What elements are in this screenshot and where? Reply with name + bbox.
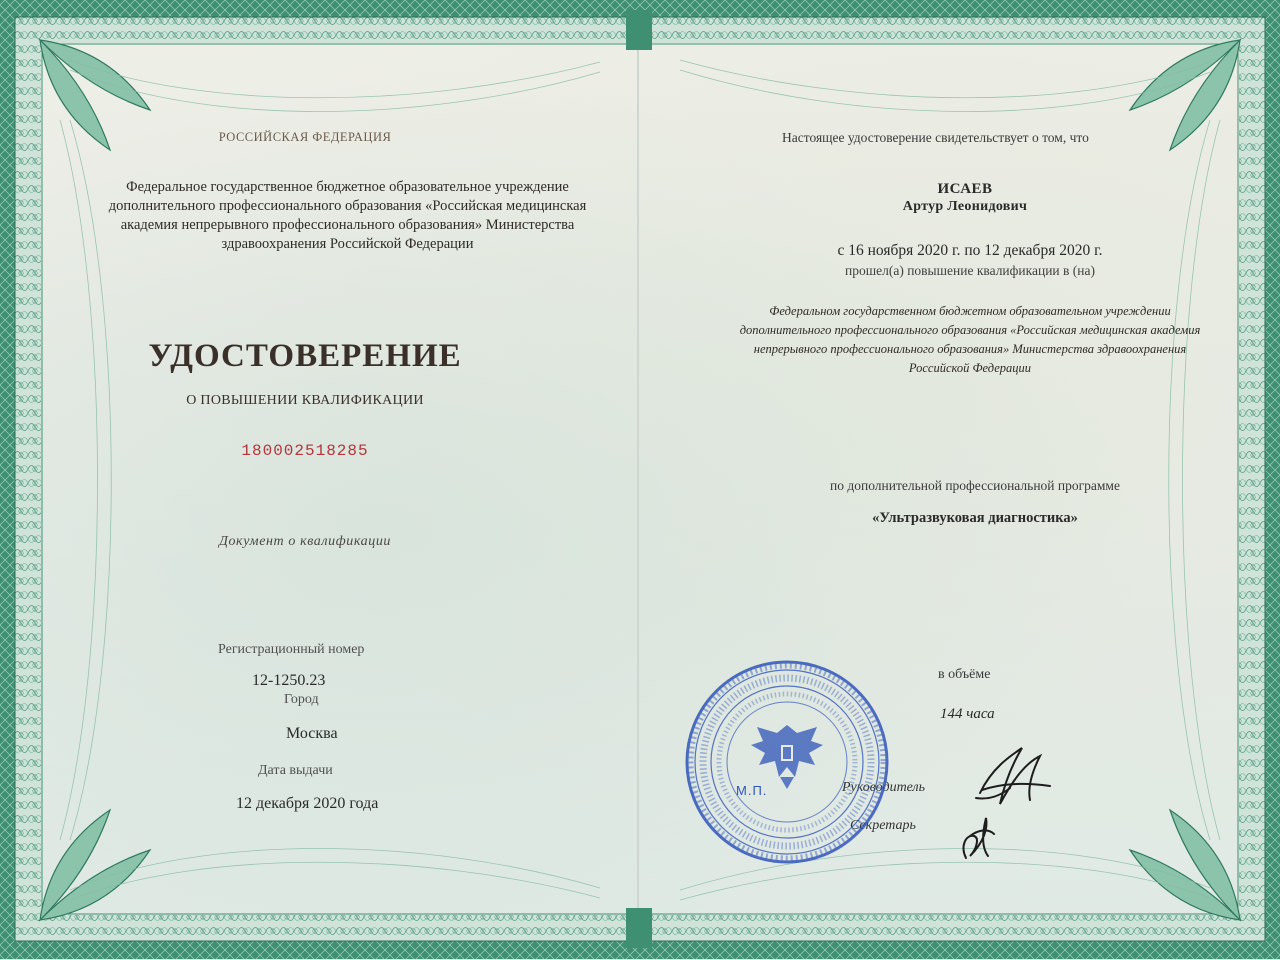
city-value: Москва — [286, 725, 338, 742]
training-organization: Федеральном государственном бюджетном образовательном учреждении дополнительного профессионального образования «Российская медицинская академия непрерывного профессионального образования» Министерства здравоохранения Российской Федерации — [739, 304, 1201, 375]
serial-number: 180002518285 — [241, 442, 369, 460]
registration-number-value: 12-1250.23 — [252, 672, 326, 689]
city-label: Город — [284, 692, 319, 707]
seal-mark: М.П. — [736, 783, 768, 798]
volume-label: в объёме — [938, 667, 991, 682]
volume-hours: 144 часа — [940, 706, 995, 722]
document-subtitle: О ПОВЫШЕНИИ КВАЛИФИКАЦИИ — [186, 393, 424, 408]
issue-date-value: 12 декабря 2020 года — [236, 795, 379, 812]
certification-intro: Настоящее удостоверение свидетельствует о том, что — [782, 130, 1089, 145]
holder-given-name: Артур Леонидович — [902, 199, 1028, 214]
document-type: Документ о квалификации — [218, 534, 392, 549]
official-seal — [680, 655, 895, 870]
seal-stamp-icon — [680, 655, 895, 870]
country-heading: РОССИЙСКАЯ ФЕДЕРАЦИЯ — [218, 130, 392, 144]
training-statement: прошел(а) повышение квалификации в (на) — [845, 263, 1095, 278]
issuing-organization: Федеральное государственное бюджетное образовательное учреждение дополнительного профессионального образования «Российская медицинская академия непрерывного профессионального образования» Министерства здравоохранения Российской Федерации — [108, 179, 587, 252]
head-signature-label: Руководитель — [842, 780, 926, 795]
secretary-signature-label: Секретарь — [850, 818, 916, 833]
registration-number-label: Регистрационный номер — [218, 642, 365, 657]
handwritten-signatures — [930, 738, 1070, 878]
holder-surname: ИСАЕВ — [937, 181, 993, 197]
document-title: УДОСТОВЕРЕНИЕ — [148, 338, 462, 374]
program-intro: по дополнительной профессиональной программе — [830, 478, 1120, 493]
training-period: с 16 ноября 2020 г. по 12 декабря 2020 г. — [837, 242, 1103, 259]
program-name: «Ультразвуковая диагностика» — [872, 510, 1078, 526]
issue-date-label: Дата выдачи — [258, 763, 333, 778]
